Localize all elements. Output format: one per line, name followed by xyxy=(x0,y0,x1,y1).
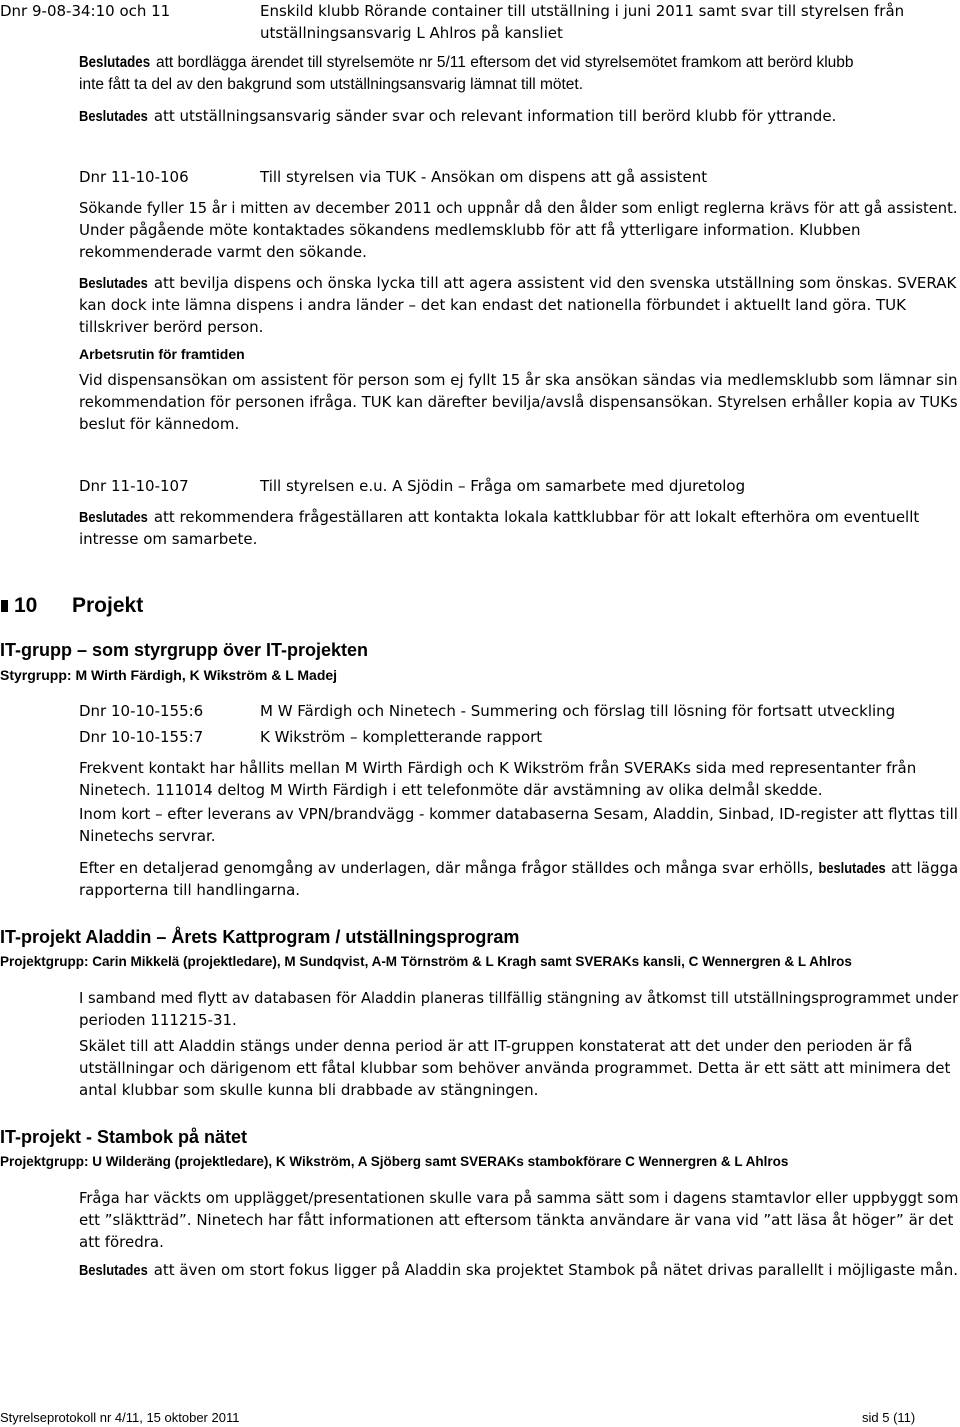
stambok-beslut: Beslutades att även om stort fokus ligger på Aladdin ska projektet Stambok på nätet drivas parallellt i möjligaste mån. xyxy=(79,1259,958,1282)
routine-line3: beslut för kännedom. xyxy=(79,415,240,433)
aladdin-p2-line2: utställningar och därigenom ett fåtal klubbar som behöver använda programmet. Detta är ett sätt att minimera det xyxy=(79,1059,951,1077)
footer-page-number: sid 5 (11) xyxy=(862,1410,916,1425)
case106-title: Till styrelsen via TUK - Ansökan om dispens att gå assistent xyxy=(260,168,708,186)
case106-beslut-line2: kan dock inte lämna dispens i andra länder – det kan endast det nationella förbundet i aktuellt land göra. TUK xyxy=(79,296,906,314)
itgrupp-p2-line1: Inom kort – efter leverans av VPN/brandvägg - kommer databaserna Sesam, Aladdin, Sinbad, ID-register att flyttas till xyxy=(79,805,958,823)
itgrupp-subheading: Styrgrupp: M Wirth Färdigh, K Wikström & L Madej xyxy=(0,667,338,683)
case107-title: Till styrelsen e.u. A Sjödin – Fråga om samarbete med djuretolog xyxy=(260,477,746,495)
beslut1-line2: inte fått ta del av den bakgrund som utställningsansvarig lämnat till mötet. xyxy=(79,76,584,93)
stambok-subheading: Projektgrupp: U Wilderäng (projektledare), K Wikström, A Sjöberg samt SVERAKs stambokförare C Wennergren & L Ahlros xyxy=(0,1154,789,1169)
section-bullet-icon xyxy=(0,594,10,622)
beslutades-keyword: Beslutades xyxy=(79,54,151,71)
case107-dnr: Dnr 11-10-107 xyxy=(79,477,189,495)
beslutades-keyword: Beslutades xyxy=(79,509,148,526)
itgrupp-heading: IT-grupp – som styrgrupp över IT-projekten xyxy=(0,640,369,660)
routine-heading: Arbetsrutin för framtiden xyxy=(79,346,245,362)
itgrupp-p3-line2: rapporterna till handlingarna. xyxy=(79,881,301,899)
beslut1-line1: Beslutades att bordlägga ärendet till styrelsemöte nr 5/11 eftersom det vid styrelsemötet framkom att berörd klubb xyxy=(79,52,854,74)
case106-dnr: Dnr 11-10-106 xyxy=(79,168,189,186)
routine-line2: rekommendation för personen ifråga. TUK kan därefter bevilja/avslå dispensansökan. Styrelsen erhåller kopia av TUKs xyxy=(79,393,958,411)
itgrupp-p2-line2: Ninetechs servrar. xyxy=(79,827,216,845)
aladdin-p2-line3: antal klubbar som skulle kunna bli drabbade av stängningen. xyxy=(79,1081,539,1099)
itgrupp-dnr2-text: K Wikström – kompletterande rapport xyxy=(260,728,543,746)
footer-left: Styrelseprotokoll nr 4/11, 15 oktober 2011 xyxy=(0,1410,240,1425)
aladdin-subheading: Projektgrupp: Carin Mikkelä (projektledare), M Sundqvist, A-M Törnström & L Kragh samt SVERAKs kansli, C Wennergren & L Ahlros xyxy=(0,954,852,969)
case106-p1-line3: rekommenderade varmt den sökande. xyxy=(79,243,367,261)
header-title-line2: utställningsansvarig L Ahlros på kansliet xyxy=(260,24,563,42)
beslut2: Beslutades att utställningsansvarig sänder svar och relevant information till berörd klubb för yttrande. xyxy=(79,105,836,128)
stambok-heading: IT-projekt - Stambok på nätet xyxy=(0,1127,248,1147)
section-title: Projekt xyxy=(72,594,144,617)
beslutades-keyword: beslutades xyxy=(818,860,886,877)
routine-line1: Vid dispensansökan om assistent för person som ej fyllt 15 år ska ansökan sändas via medlemsklubb som lämnar sin xyxy=(79,371,958,389)
section-number: 10 xyxy=(14,594,38,617)
case106-p1-line2: Under pågående möte kontaktades sökandens medlemsklubb för att få ytterligare information. Klubben xyxy=(79,221,861,239)
stambok-p1-line3: att föredra. xyxy=(79,1233,164,1251)
case107-beslut-line2: intresse om samarbete. xyxy=(79,530,258,548)
beslutades-keyword: Beslutades xyxy=(79,1262,148,1279)
itgrupp-dnr2: Dnr 10-10-155:7 xyxy=(79,728,204,746)
case106-beslut-line3: tillskriver berörd person. xyxy=(79,318,264,336)
aladdin-p2-line1: Skälet till att Aladdin stängs under denna period är att IT-gruppen konstaterat att det under den perioden är få xyxy=(79,1037,913,1055)
stambok-p1-line1: Fråga har väckts om upplägget/presentationen skulle vara på samma sätt som i dagens stamtavlor eller uppbyggt som xyxy=(79,1189,959,1207)
header-title-line1: Enskild klubb Rörande container till utställning i juni 2011 samt svar till styrelsen från xyxy=(260,2,905,20)
aladdin-p1-line2: perioden 111215-31. xyxy=(79,1011,237,1029)
beslutades-keyword: Beslutades xyxy=(79,108,148,125)
itgrupp-p3-line1: Efter en detaljerad genomgång av underlagen, där många frågor ställdes och många svar erhölls, beslutades att lägga xyxy=(79,857,958,880)
case106-beslut-line1: Beslutades att bevilja dispens och önska lycka till att agera assistent vid den svenska utställning som önskas. SVERAK xyxy=(79,272,956,295)
case107-beslut-line1: Beslutades att rekommendera frågeställaren att kontakta lokala kattklubbar för att lokalt efterhöra om eventuellt xyxy=(79,506,919,529)
case106-p1-line1: Sökande fyller 15 år i mitten av december 2011 och uppnår då den ålder som enligt reglerna krävs för att gå assistent. xyxy=(79,199,958,217)
itgrupp-dnr1: Dnr 10-10-155:6 xyxy=(79,702,204,720)
aladdin-heading: IT-projekt Aladdin – Årets Kattprogram / utställningsprogram xyxy=(0,927,520,947)
beslutades-keyword: Beslutades xyxy=(79,275,148,292)
stambok-p1-line2: ett ”släktträd”. Ninetech har fått informationen att eftersom tänkta användare är vana vid ”att läsa åt höger” är det xyxy=(79,1211,954,1229)
header-dnr: Dnr 9-08-34:10 och 11 xyxy=(0,2,171,20)
itgrupp-dnr1-text: M W Färdigh och Ninetech - Summering och förslag till lösning för fortsatt utveckling xyxy=(260,702,896,720)
itgrupp-p1-line2: Ninetech. 111014 deltog M Wirth Färdigh i ett telefonmöte där avstämning av olika delmål skedde. xyxy=(79,781,823,799)
aladdin-p1-line1: I samband med flytt av databasen för Aladdin planeras tillfällig stängning av åtkomst till utställningsprogrammet under xyxy=(79,989,959,1007)
itgrupp-p1-line1: Frekvent kontakt har hållits mellan M Wirth Färdigh och K Wikström från SVERAKs sida med representanter från xyxy=(79,759,917,777)
